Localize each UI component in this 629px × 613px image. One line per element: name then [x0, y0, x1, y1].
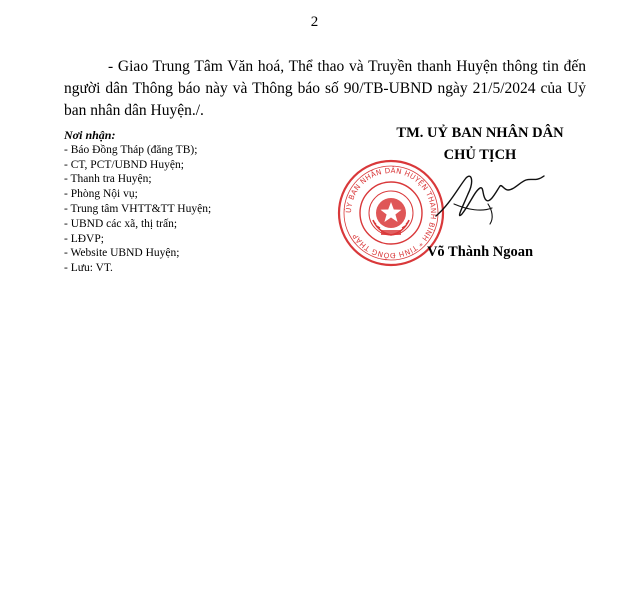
recipients-block [64, 128, 334, 276]
seal-text-path: ỦY BAN NHÂN DÂN HUYỆN THANH BÌNH * TỈNH ĐỒNG THÁP [343, 165, 439, 261]
recipient-item: - LĐVP; [64, 232, 104, 245]
recipient-item: - UBND các xã, thị trấn; [64, 217, 178, 230]
recipients-title: Nơi nhận: [64, 128, 116, 142]
recipient-item: - CT, PCT/UBND Huyện; [64, 158, 184, 171]
recipient-item: - Báo Đồng Tháp (đăng TB); [64, 143, 198, 156]
signature-title-line: CHỦ TỊCH [443, 147, 517, 163]
recipient-item: - Phòng Nội vụ; [64, 188, 138, 201]
signature-org-line: TM. UỶ BAN NHÂN DÂN [396, 125, 564, 141]
body-paragraph: - Giao Trung Tâm Văn hoá, Thể thao và Truyền thanh Huyện thông tin đến người dân Thông báo này và Thông báo số 90/TB-UBND ngày 21/5/2024 của Uỷ ban nhân dân Huyện./. [64, 58, 586, 119]
recipient-item: - Website UBND Huyện; [64, 247, 180, 260]
recipient-item: - Trung tâm VHTT&TT Huyện; [64, 202, 212, 215]
signer-name: Võ Thành Ngoan [426, 244, 534, 260]
recipients-list [64, 143, 334, 276]
recipient-item: - Lưu: VT. [64, 262, 113, 275]
handwritten-signature-icon [428, 164, 558, 234]
page-number: 2 [310, 14, 319, 30]
recipient-item: - Thanh tra Huyện; [64, 173, 152, 186]
